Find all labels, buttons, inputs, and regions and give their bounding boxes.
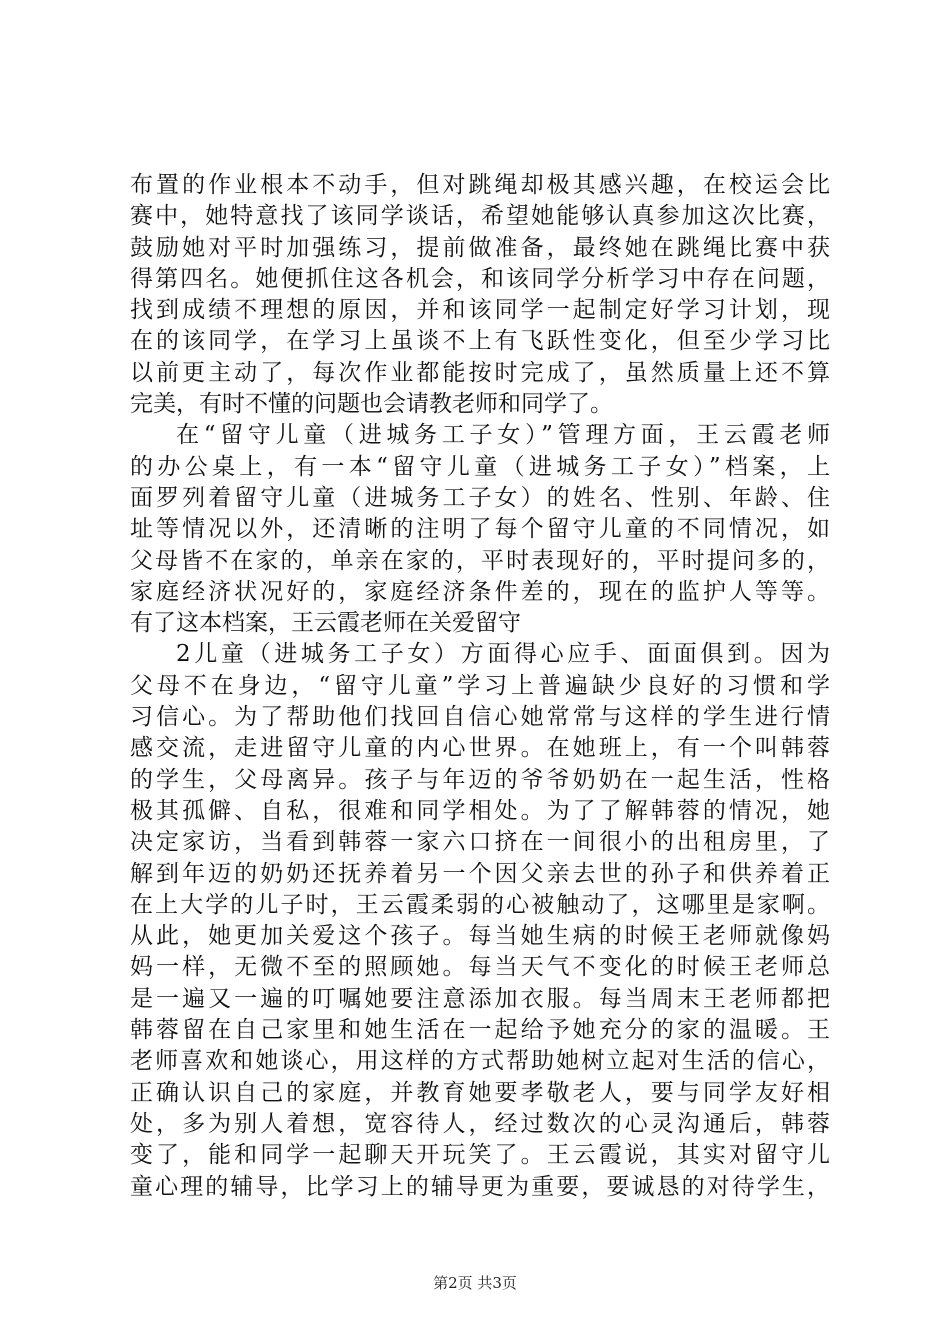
body-text — [130, 170, 830, 1203]
text-line: 处，多为别人着想，宽容待人，经过数次的心灵沟通后，韩蓉 — [130, 1110, 830, 1137]
page-number-footer: 第2页 共3页 — [433, 1274, 517, 1292]
text-line: 在的该同学，在学习上虽谈不上有飞跃性变化，但至少学习比 — [130, 328, 830, 355]
text-line: 找到成绩不理想的原因，并和该同学一起制定好学习计划，现 — [130, 297, 830, 324]
text-line: 的办公桌上，有一本“留守儿童（进城务工子女）”档案，上 — [130, 453, 830, 480]
text-line: 有了这本档案，王云霞老师在关爱留守 — [130, 610, 521, 637]
text-line: 正确认识自己的家庭，并教育她要孝敬老人，要与同学友好相 — [130, 1079, 830, 1106]
text-line: 的学生，父母离异。孩子与年迈的爷爷奶奶在一起生活，性格 — [130, 766, 830, 793]
text-line: 鼓励她对平时加强练习，提前做准备，最终她在跳绳比赛中获 — [130, 234, 830, 261]
text-line: 2儿童（进城务工子女）方面得心应手、面面俱到。因为 — [176, 641, 830, 668]
text-line: 感交流，走进留守儿童的内心世界。在她班上，有一个叫韩蓉 — [130, 735, 830, 762]
text-line: 变了，能和同学一起聊天开玩笑了。王云霞说，其实对留守儿 — [130, 1142, 830, 1169]
text-line: 童心理的辅导，比学习上的辅导更为重要，要诚恳的对待学生， — [130, 1173, 830, 1200]
text-line: 在上大学的儿子时，王云霞柔弱的心被触动了，这哪里是家啊。 — [130, 891, 830, 918]
text-line: 完美，有时不懂的问题也会请教老师和同学了。 — [130, 391, 613, 418]
text-line: 决定家访，当看到韩蓉一家六口挤在一间很小的出租房里，了 — [130, 829, 830, 856]
text-line: 在“留守儿童（进城务工子女）”管理方面，王云霞老师 — [176, 422, 830, 449]
text-line: 妈一样，无微不至的照顾她。每当天气不变化的时候王老师总 — [130, 954, 830, 981]
text-line: 面罗列着留守儿童（进城务工子女）的姓名、性别、年龄、住 — [130, 484, 830, 511]
text-line: 得第四名。她便抓住这各机会，和该同学分析学习中存在问题， — [130, 265, 830, 292]
text-line: 从此，她更加关爱这个孩子。每当她生病的时候王老师就像妈 — [130, 923, 830, 950]
text-line: 址等情况以外，还清晰的注明了每个留守儿童的不同情况，如 — [130, 516, 830, 543]
text-line: 家庭经济状况好的，家庭经济条件差的，现在的监护人等等。 — [130, 578, 830, 605]
text-line: 是一遍又一遍的叮嘱她要注意添加衣服。每当周末王老师都把 — [130, 985, 830, 1012]
text-line: 韩蓉留在自己家里和她生活在一起给予她充分的家的温暖。王 — [130, 1017, 830, 1044]
text-line: 父母不在身边，“留守儿童”学习上普遍缺少良好的习惯和学 — [130, 672, 830, 699]
text-line: 布置的作业根本不动手，但对跳绳却极其感兴趣，在校运会比 — [130, 172, 830, 198]
text-line: 父母皆不在家的，单亲在家的，平时表现好的，平时提问多的， — [130, 547, 830, 574]
text-line: 老师喜欢和她谈心，用这样的方式帮助她树立起对生活的信心， — [130, 1048, 830, 1075]
text-line: 以前更主动了，每次作业都能按时完成了，虽然质量上还不算 — [130, 359, 830, 386]
text-line: 解到年迈的奶奶还抚养着另一个因父亲去世的孙子和供养着正 — [130, 860, 830, 887]
text-line: 习信心。为了帮助他们找回自信心她常常与这样的学生进行情 — [130, 704, 830, 731]
text-line: 极其孤僻、自私，很难和同学相处。为了了解韩蓉的情况，她 — [130, 797, 830, 824]
text-line: 赛中，她特意找了该同学谈话，希望她能够认真参加这次比赛， — [130, 203, 830, 230]
